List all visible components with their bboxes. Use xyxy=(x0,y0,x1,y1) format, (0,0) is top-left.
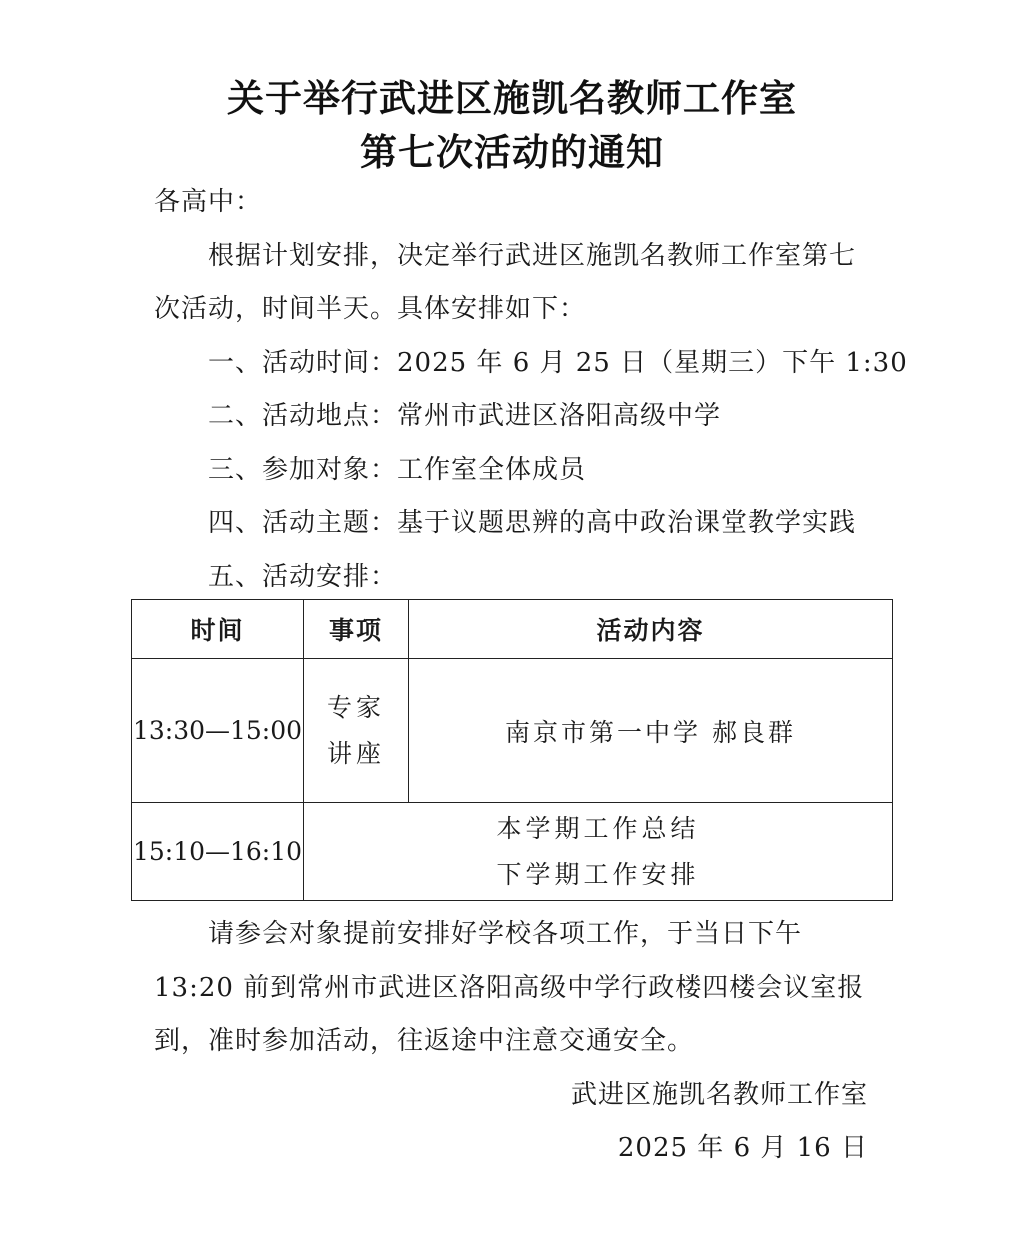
item-activity-theme: 四、活动主题：基于议题思辨的高中政治课堂教学实践 xyxy=(208,508,857,538)
row2-time: 15:10—16:10 xyxy=(132,803,304,901)
closing-paragraph-line3: 到，准时参加活动，往返途中注意交通安全。 xyxy=(154,1026,695,1056)
header-time: 时间 xyxy=(132,600,304,659)
salutation: 各高中： xyxy=(154,187,263,217)
item-participants: 三、参加对象：工作室全体成员 xyxy=(208,455,587,485)
table-row xyxy=(132,659,893,803)
item-activity-schedule: 五、活动安排： xyxy=(208,562,398,592)
signature-date: 2025 年 6 月 16 日 xyxy=(617,1133,868,1163)
item-activity-location: 二、活动地点：常州市武进区洛阳高级中学 xyxy=(208,401,722,431)
row2-content xyxy=(304,803,893,901)
closing-paragraph-line1: 请参会对象提前安排好学校各项工作，于当日下午 xyxy=(208,919,803,949)
intro-paragraph-line2: 次活动，时间半天。具体安排如下： xyxy=(154,294,587,324)
row1-item-line2: 讲座 xyxy=(326,738,385,768)
item-activity-time: 一、活动时间：2025 年 6 月 25 日（星期三）下午 1:30 xyxy=(208,348,908,378)
row2-content-line2: 下学期工作安排 xyxy=(496,859,700,889)
signature-organization: 武进区施凯名教师工作室 xyxy=(570,1080,868,1110)
row2-content-line1: 本学期工作总结 xyxy=(496,813,700,843)
schedule-table xyxy=(131,599,893,901)
row1-content: 南京市第一中学 郝良群 xyxy=(409,659,893,803)
header-content: 活动内容 xyxy=(409,600,893,659)
table-header-row xyxy=(132,600,893,659)
header-item: 事项 xyxy=(304,600,409,659)
intro-paragraph-line1: 根据计划安排，决定举行武进区施凯名教师工作室第七 xyxy=(208,241,857,271)
document-title-line1: 关于举行武进区施凯名教师工作室 xyxy=(227,77,797,120)
table-row xyxy=(132,803,893,901)
closing-paragraph-line2: 13:20 前到常州市武进区洛阳高级中学行政楼四楼会议室报 xyxy=(154,973,865,1003)
row1-time: 13:30—15:00 xyxy=(132,659,304,803)
document-title-line2: 第七次活动的通知 xyxy=(360,131,664,174)
row1-item xyxy=(304,659,409,803)
row1-item-line1: 专家 xyxy=(326,692,385,722)
